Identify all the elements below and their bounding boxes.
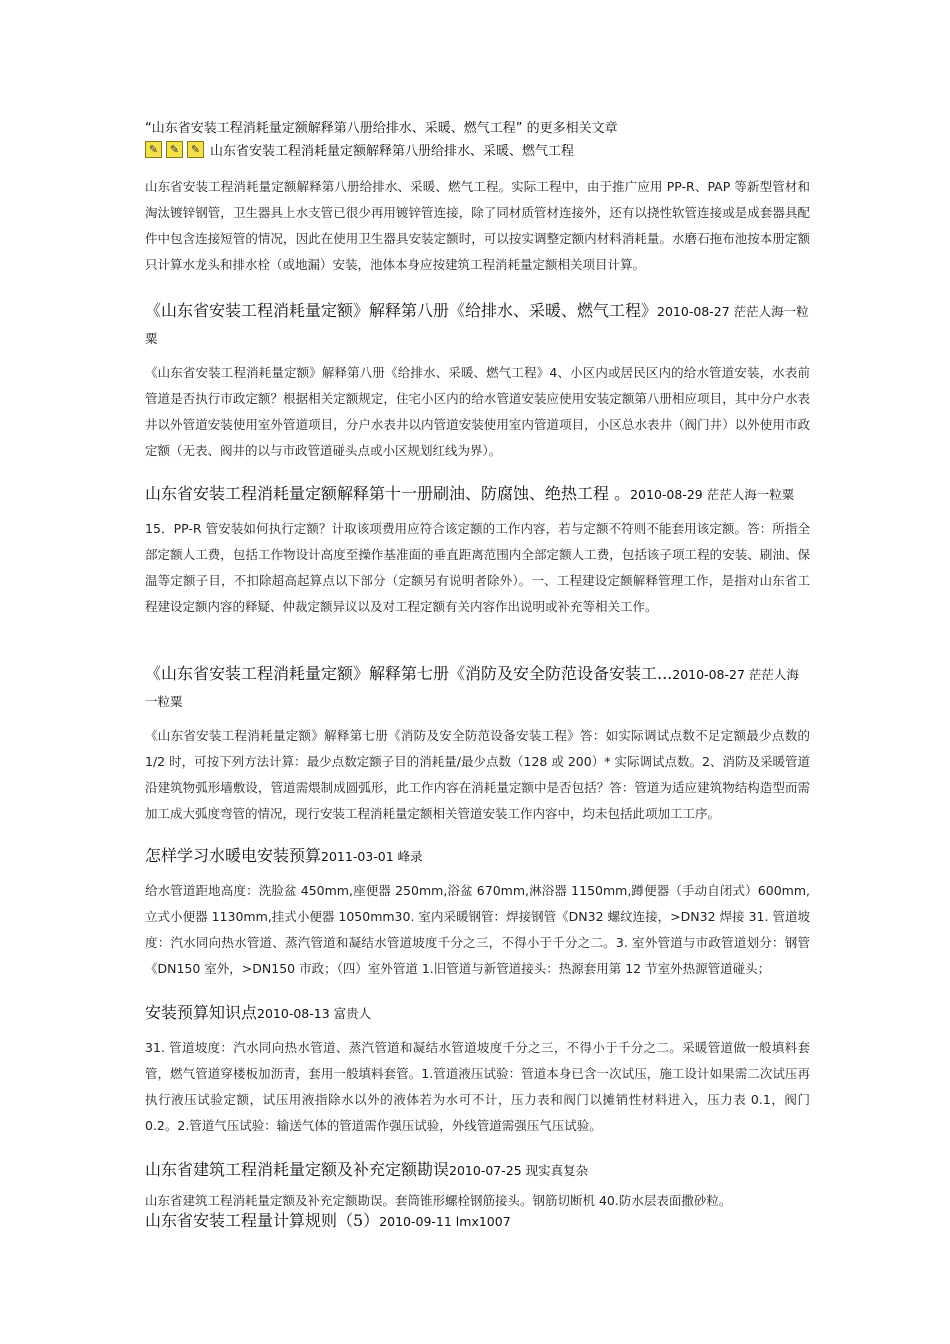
page-icon[interactable]: ✎ bbox=[145, 141, 162, 158]
page-icon[interactable]: ✎ bbox=[187, 141, 204, 158]
article-title-4[interactable] bbox=[145, 843, 810, 870]
article-meta: 2011-03-01 峰录 bbox=[321, 849, 423, 864]
intro-text: 山东省安装工程消耗量定额解释第八册给排水、采暖、燃气工程。实际工程中，由于推广应用 PP-R、PAP 等新型管材和淘汰镀锌钢管，卫生器具上水支管已很少再用镀锌管连接，除了同材质管材连接外，还有以挠性软管连接或是成套器具配件中包含连接短管的情况，因此在使用卫生器具安装定额时，可以按实调整定额内材料消耗量。水磨石拖布池按本册定额只计算水龙头和排水栓（或地漏）安装，池体本身应按建筑工程消耗量定额相关项目计算。 bbox=[145, 179, 810, 272]
article-body-1: 《山东省安装工程消耗量定额》解释第八册《给排水、采暖、燃气工程》4、小区内或居民区内的给水管道安装，水表前管道是否执行市政定额？根据相关定额规定，住宅小区内的给水管道安装应使用安装定额第八册相应项目，其中分户水表井以外管道安装使用室外管道项目，分户水表井以内管道安装使用室内管道项目，小区总水表井（阀门井）以外使用市政定额（无表、阀井的以与市政管道碰头点或小区规划红线为界）。 bbox=[145, 365, 810, 458]
article-meta: 2010-07-25 现实真复杂 bbox=[449, 1163, 589, 1178]
article-title-3[interactable] bbox=[145, 661, 810, 715]
article-title-text[interactable]: 《山东省安装工程消耗量定额》解释第八册《给排水、采暖、燃气工程》 bbox=[145, 301, 658, 320]
article-meta: 2010-08-13 富贵人 bbox=[257, 1006, 372, 1021]
related-articles-header: “山东省安装工程消耗量定额解释第八册给排水、采暖、燃气工程” 的更多相关文章 bbox=[145, 121, 618, 136]
article-title-text[interactable]: 怎样学习水暖电安装预算 bbox=[145, 846, 322, 865]
article-title-text[interactable]: 山东省安装工程量计算规则（5） bbox=[145, 1211, 380, 1230]
article-7 bbox=[145, 1208, 810, 1235]
article-title-6[interactable] bbox=[145, 1157, 810, 1184]
article-meta: 2010-08-27 茫茫人海一粒粟 bbox=[145, 304, 809, 346]
article-title-2[interactable] bbox=[145, 481, 810, 508]
article-title-7[interactable] bbox=[145, 1208, 810, 1235]
article-1 bbox=[145, 298, 810, 464]
icon-row-label[interactable]: 山东省安装工程消耗量定额解释第八册给排水、采暖、燃气工程 bbox=[210, 143, 575, 159]
article-2 bbox=[145, 481, 810, 620]
article-body-4: 给水管道距地高度：洗脸盆 450mm,座便器 250mm,浴盆 670mm,淋浴器 1150mm,蹲便器（手动自闭式）600mm,立式小便器 1130mm,挂式小便器 1050mm30. 室内采暖钢管：焊接钢管《DN32 螺纹连接，>DN32 焊接 31. 管道坡度：汽水同向热水管道、蒸汽管道和凝结水管道坡度千分之三，不得小于千分之二。3. 室外管道与市政管道划分：钢管《DN150 室外，>DN150 市政；（四）室外管道 1.旧管道与新管道接头：热源套用第 12 节室外热源管道碰头； bbox=[145, 883, 810, 976]
article-3 bbox=[145, 661, 810, 827]
article-meta: 2010-09-11 lmx1007 bbox=[379, 1214, 511, 1229]
article-title-text[interactable]: 山东省安装工程消耗量定额解释第十一册刷油、防腐蚀、绝热工程 。 bbox=[145, 484, 631, 503]
article-meta: 2010-08-27 茫茫人海一粒粟 bbox=[145, 667, 799, 709]
article-body-6: 山东省建筑工程消耗量定额及补充定额勘误。套筒锥形螺栓钢筋接头。钢筋切断机 40.防水层表面撒砂粒。 bbox=[145, 1193, 732, 1208]
article-body-3: 《山东省安装工程消耗量定额》解释第七册《消防及安全防范设备安装工程》答：如实际调试点数不足定额最少点数的 1/2 时，可按下列方法计算：最少点数定额子目的消耗量/最少点数（128 或 200）* 实际调试点数。2、消防及采暖管道沿建筑物弧形墙敷设，管道需煨制成圆弧形，此工作内容在消耗量定额中是否包括？答：管道为适应建筑物结构造型而需加工成大弧度弯管的情况，现行安装工程消耗量定额相关管道安装工作内容中，均未包括此项加工工序。 bbox=[145, 728, 810, 821]
icon-row bbox=[145, 139, 574, 159]
article-6 bbox=[145, 1157, 810, 1214]
article-body-5: 31. 管道坡度：汽水同向热水管道、蒸汽管道和凝结水管道坡度千分之三，不得小于千分之二。采暖管道做一般填料套管，燃气管道穿楼板加沥青，套用一般填料套管。1.管道液压试验：管道本身已含一次试压，施工设计如果需二次试压再执行液压试验定额，试压用液指除水以外的液体若为水可不计，压力表和阀门以摊销性材料进入，压力表 0.1，阀门 0.2。2.管道气压试验：输送气体的管道需作强压试验，外线管道需强压气压试验。 bbox=[145, 1040, 810, 1133]
article-title-text[interactable]: 《山东省安装工程消耗量定额》解释第七册《消防及安全防范设备安装工... bbox=[145, 664, 673, 683]
article-title-5[interactable] bbox=[145, 1000, 810, 1027]
article-meta: 2010-08-29 茫茫人海一粒粟 bbox=[630, 487, 795, 502]
article-5 bbox=[145, 1000, 810, 1139]
page-icon[interactable]: ✎ bbox=[166, 141, 183, 158]
article-4 bbox=[145, 843, 810, 982]
article-title-text[interactable]: 山东省建筑工程消耗量定额及补充定额勘误 bbox=[145, 1160, 450, 1179]
article-body-2: 15．PP-R 管安装如何执行定额？计取该项费用应符合该定额的工作内容，若与定额不符则不能套用该定额。答：所指全部定额人工费，包括工作物设计高度至操作基准面的垂直距离范围内全部定额人工费，包括该子项工程的安装、刷油、保温等定额子目，不扣除超高起算点以下部分（定额另有说明者除外）。一、工程建设定额解释管理工作，是指对山东省工程建设定额内容的释疑、仲裁定额异议以及对工程定额有关内容作出说明或补充等相关工作。 bbox=[145, 521, 810, 614]
article-title-text[interactable]: 安装预算知识点 bbox=[145, 1003, 258, 1022]
article-title-1[interactable] bbox=[145, 298, 810, 352]
